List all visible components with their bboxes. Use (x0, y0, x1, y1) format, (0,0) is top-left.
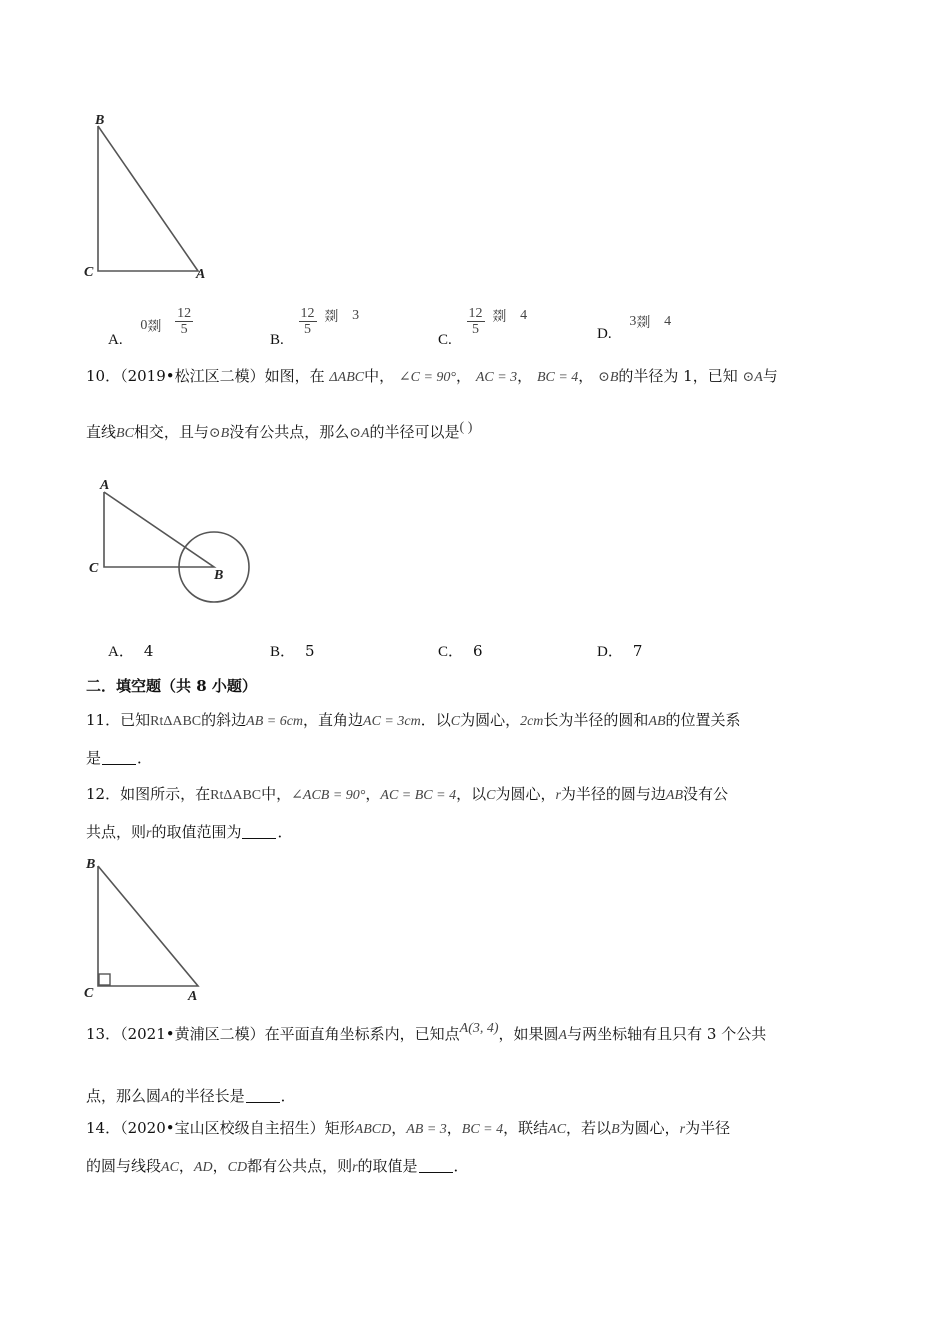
text: 为圆心， (495, 785, 556, 803)
text: ． (453, 1157, 469, 1175)
q10-option-b[interactable] (270, 640, 315, 661)
option-symbol: 剟 (636, 316, 651, 331)
question-number: 13． (86, 1025, 121, 1043)
math-r: r (146, 826, 152, 841)
frac-den: 5 (180, 322, 188, 337)
option-fraction (467, 306, 485, 337)
q9-triangle-figure (80, 108, 220, 288)
text: 为半径 (685, 1119, 731, 1137)
text: 直线 (86, 423, 117, 441)
text: 的圆与线段 (86, 1157, 162, 1175)
q12-triangle-path (98, 866, 198, 986)
option-letter: A. (108, 331, 123, 348)
math-c: C (486, 788, 496, 803)
text: ． (277, 823, 293, 841)
q9-label-b: B (95, 113, 105, 128)
option-right: 3 (352, 307, 360, 323)
option-value: 4 (143, 642, 154, 660)
option-right: 4 (520, 307, 528, 323)
math-a: A (161, 1090, 170, 1105)
math-circle-a: ⊙A (742, 370, 763, 385)
text: ，以 (456, 785, 487, 803)
q9-option-d[interactable] (597, 314, 674, 342)
q14-line-1 (86, 1118, 730, 1140)
q12-right-angle-mark (99, 974, 110, 985)
math-radius: 2cm (520, 714, 544, 729)
option-left: 0 (140, 317, 148, 333)
answer-paren: ( ) (459, 420, 473, 435)
math-triangle: RtΔABC (210, 788, 262, 803)
option-letter: D． (597, 644, 623, 660)
option-letter: B． (270, 644, 296, 660)
text: 的斜边 (201, 711, 247, 729)
text: 相交，且与 (133, 423, 209, 441)
answer-blank[interactable] (102, 750, 136, 765)
option-right: 4 (664, 314, 672, 329)
math-r: r (555, 788, 561, 803)
text: ， (212, 1157, 228, 1175)
math-r: r (679, 1122, 686, 1137)
math-circle-a: ⊙A (349, 426, 370, 441)
q12-line-1 (86, 784, 728, 806)
math-ab: AB = 6cm (246, 714, 304, 729)
text: ， (456, 367, 472, 385)
text: ． (137, 749, 153, 767)
text: 的半径可以是 (369, 423, 460, 441)
text: 没有公共点，那么 (229, 423, 350, 441)
answer-blank[interactable] (419, 1158, 453, 1173)
text: 与 (762, 367, 778, 385)
text: 中， (261, 785, 292, 803)
math-equal-sides: AC = BC = 4 (380, 788, 457, 803)
math-r: r (352, 1160, 358, 1175)
text: 如图所示，在 (120, 785, 211, 803)
math-rect: ABCD (354, 1122, 392, 1137)
text: 的半径长是 (169, 1087, 245, 1105)
q9-option-c[interactable] (438, 306, 530, 348)
option-symbol: 剟 (492, 309, 507, 325)
math-b: B (611, 1122, 620, 1137)
question-number: 10． (86, 367, 121, 385)
question-source: （2019•松江区二模） (120, 367, 265, 385)
option-letter: A． (108, 644, 134, 660)
text: ， (178, 1157, 194, 1175)
q10-triangle-path (104, 492, 214, 567)
q11-line-1 (86, 710, 741, 732)
math-circle-b: ⊙B (208, 426, 230, 441)
q9-triangle-path (98, 126, 198, 271)
text: 矩形 (324, 1119, 355, 1137)
frac-den: 5 (472, 322, 480, 337)
math-ab: AB = 3 (406, 1122, 447, 1137)
math-triangle: ΔABC (329, 370, 365, 385)
q9-option-a[interactable] (108, 306, 193, 348)
text: 是 (86, 749, 102, 767)
math-triangle: RtΔABC (150, 714, 202, 729)
q10-option-d[interactable] (597, 640, 642, 661)
option-letter: C. (438, 331, 452, 348)
text: 如图，在 (264, 367, 325, 385)
q10-label-c: C (89, 561, 99, 576)
math-circle-b: ⊙B (598, 370, 619, 385)
option-fraction (175, 306, 193, 337)
text: 的位置关系 (665, 711, 741, 729)
text: 中， (364, 367, 395, 385)
q9-label-c: C (84, 265, 94, 280)
text: ，直角边 (303, 711, 364, 729)
q12-line-2 (86, 822, 293, 844)
question-number: 12． (86, 785, 121, 803)
math-ac: AC (548, 1122, 567, 1137)
q11-line-2 (86, 748, 152, 768)
text: ，若以 (566, 1119, 612, 1137)
option-value: 7 (632, 642, 643, 660)
question-number: 14． (86, 1119, 121, 1137)
text: 点，那么圆 (86, 1087, 162, 1105)
text: 为半径的圆与边 (560, 785, 666, 803)
text: 为圆心， (619, 1119, 680, 1137)
question-number: 11． (86, 711, 121, 729)
text: 的取值是 (357, 1157, 418, 1175)
math-c: C (450, 714, 461, 729)
frac-den: 5 (304, 322, 312, 337)
math-bc: BC = 4 (461, 1122, 504, 1137)
text: 都有公共点，则 (247, 1157, 353, 1175)
text: 没有公 (683, 785, 729, 803)
option-symbol: 剟 (324, 309, 339, 325)
math-ac: AC = 3 (475, 370, 518, 385)
math-angle: ∠ACB = 90° (291, 788, 366, 803)
math-cd: CD (227, 1160, 248, 1175)
text: 长为半径的圆和 (543, 711, 649, 729)
text: 的半径为 1，已知 (618, 367, 738, 385)
text: 在平面直角坐标系内，已知点 (264, 1025, 460, 1043)
q12-label-c: C (84, 986, 94, 1001)
math-angle: ∠C = 90° (398, 370, 457, 385)
q9-option-b[interactable] (270, 306, 362, 348)
text: 共点，则 (86, 823, 147, 841)
option-value: 5 (305, 642, 315, 660)
option-letter: B. (270, 331, 284, 348)
text: ． (280, 1087, 296, 1105)
q12-right-triangle-figure (80, 850, 220, 1006)
section-heading: 二．填空题（共 8 小题） (86, 677, 257, 695)
text: ，如果圆 (498, 1025, 559, 1043)
option-letter: D. (597, 326, 612, 342)
text: ， (578, 367, 594, 385)
q13-line-2 (86, 1086, 296, 1108)
math-ac: AC = 3cm (363, 714, 421, 729)
text: ， (446, 1119, 462, 1137)
text: ，联结 (503, 1119, 549, 1137)
math-bc: BC = 4 (536, 370, 579, 385)
q10-line-1 (86, 366, 778, 388)
q10-triangle-circle-figure (84, 474, 254, 610)
frac-num: 12 (177, 306, 192, 321)
q13-line-1 (86, 1021, 767, 1046)
option-value: 6 (473, 642, 483, 660)
math-a: A (558, 1028, 568, 1043)
answer-blank[interactable] (242, 824, 276, 839)
q10-label-a: A (100, 478, 110, 493)
option-fraction (299, 306, 317, 337)
q10-line-2 (86, 422, 472, 444)
q10-label-b: B (214, 568, 224, 583)
q14-line-2 (86, 1156, 469, 1178)
option-left: 3 (629, 314, 637, 329)
math-ac: AC (161, 1160, 179, 1175)
math-ad: AD (193, 1160, 213, 1175)
option-letter: C． (438, 644, 464, 660)
text: ， (391, 1119, 407, 1137)
text: ， (365, 785, 381, 803)
question-source: （2021•黄浦区二模） (120, 1025, 265, 1043)
math-ab: AB (648, 714, 666, 729)
text: ， (517, 367, 533, 385)
option-symbol: 剟 (147, 319, 162, 335)
q10-option-a[interactable] (108, 640, 153, 661)
text: 为圆心， (460, 711, 521, 729)
frac-num: 12 (468, 306, 483, 321)
q12-label-a: A (188, 989, 198, 1004)
q9-label-a: A (196, 267, 206, 282)
q10-option-c[interactable] (438, 640, 483, 661)
question-source: （2020•宝山区校级自主招生） (120, 1119, 325, 1137)
q12-label-b: B (86, 857, 96, 872)
text: ．以 (420, 711, 451, 729)
math-bc: BC (116, 426, 134, 441)
text: 已知 (120, 711, 151, 729)
text: 的取值范围为 (151, 823, 242, 841)
frac-num: 12 (300, 306, 315, 321)
answer-blank[interactable] (246, 1088, 280, 1103)
math-point: A(3, 4) (459, 1021, 499, 1036)
math-ab: AB (665, 788, 684, 803)
text: 与两坐标轴有且只有 3 个公共 (567, 1025, 767, 1043)
